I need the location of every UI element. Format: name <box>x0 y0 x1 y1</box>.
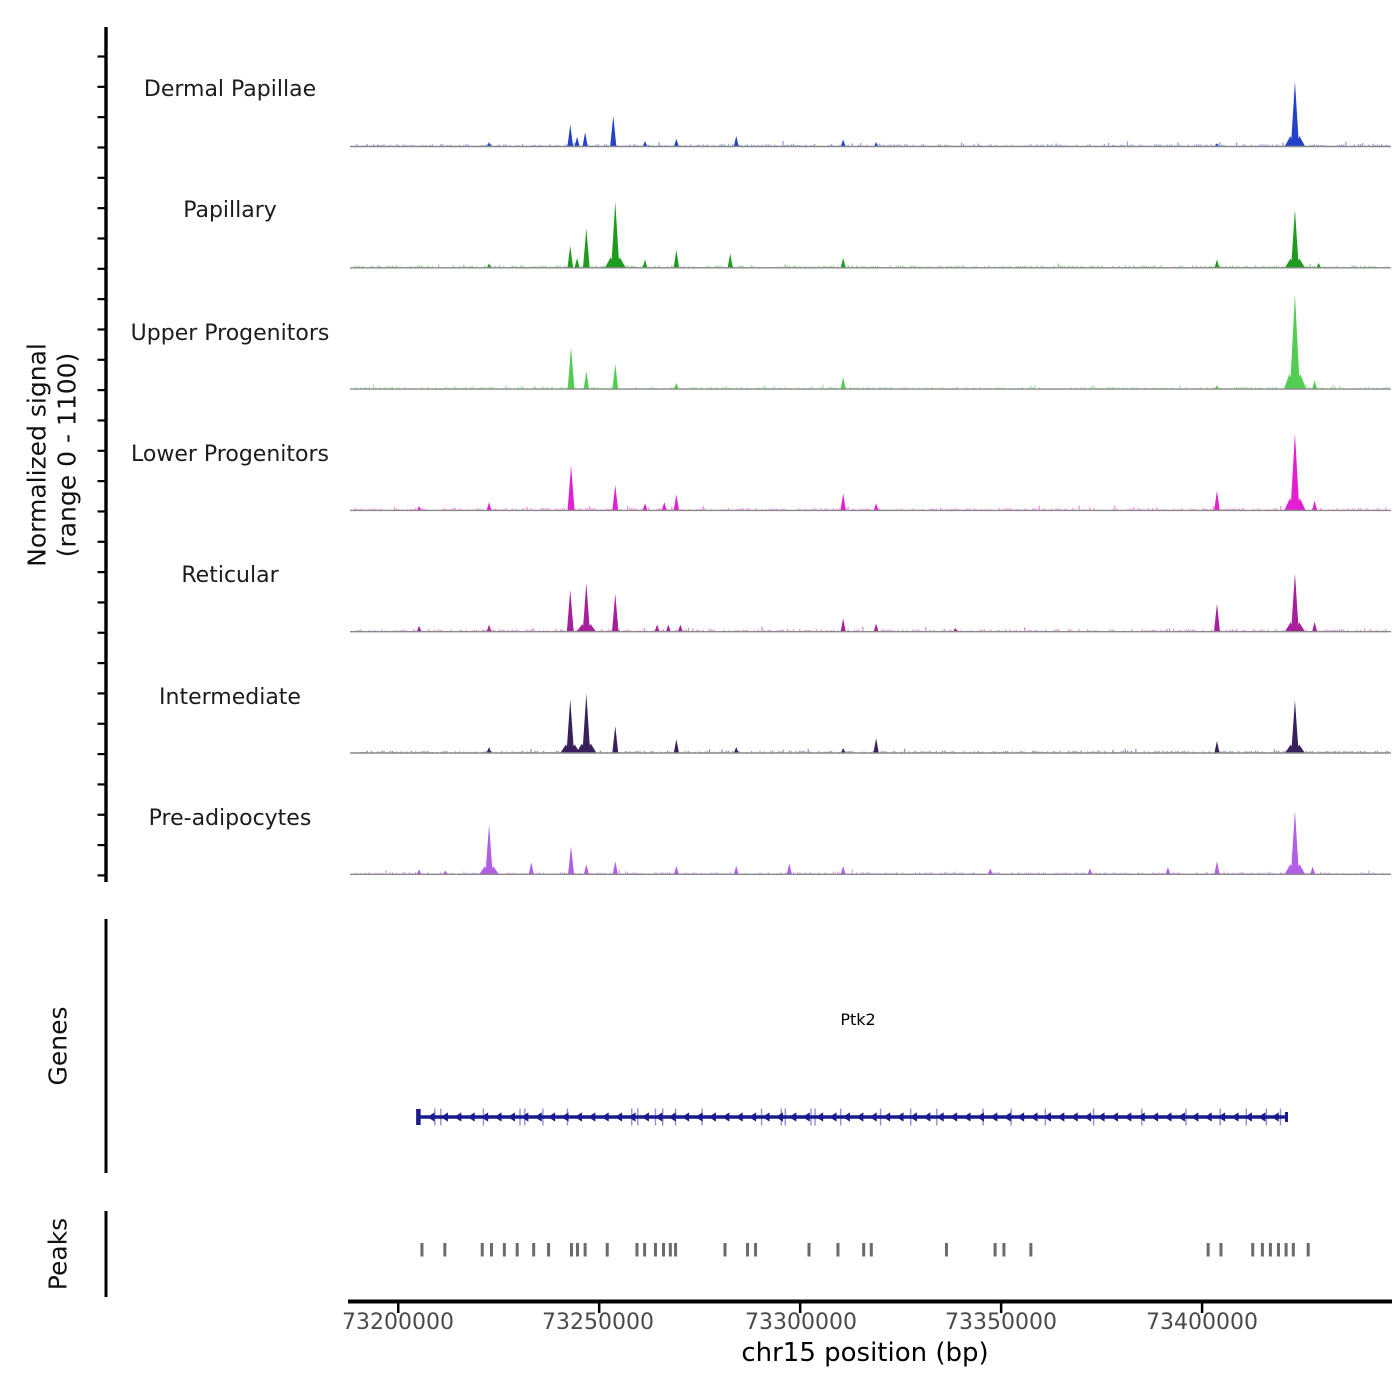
signal-track-3 <box>350 433 1391 510</box>
track-label-lower-progenitors: Lower Progenitors <box>131 442 329 467</box>
x-tick-73200000: 73200000 <box>342 1310 454 1335</box>
signal-track-0 <box>350 82 1391 147</box>
gene-model-ptk2 <box>416 1109 1288 1126</box>
peaks-axis-label: Peaks <box>43 1217 73 1291</box>
x-tick-73350000: 73350000 <box>945 1310 1057 1335</box>
x-tick-73400000: 73400000 <box>1146 1310 1258 1335</box>
track-label-pre-adipocytes: Pre-adipocytes <box>148 806 312 831</box>
x-axis-label: chr15 position (bp) <box>741 1338 989 1368</box>
signal-track-4 <box>350 573 1391 631</box>
track-label-papillary: Papillary <box>183 198 277 223</box>
signal-track-1 <box>350 202 1391 268</box>
genes-axis-label: Genes <box>43 1006 73 1086</box>
signal-track-5 <box>350 694 1391 753</box>
gene-name-ptk2: Ptk2 <box>840 1010 876 1029</box>
y-axis-label-line1: Normalized signal <box>22 343 52 567</box>
track-label-upper-progenitors: Upper Progenitors <box>130 321 330 346</box>
track-label-intermediate: Intermediate <box>159 685 301 710</box>
track-label-dermal-papillae: Dermal Papillae <box>143 77 317 102</box>
y-axis-label <box>23 343 82 567</box>
x-tick-73300000: 73300000 <box>745 1310 857 1335</box>
y-axis-label-line2: (range 0 - 1100) <box>52 352 81 558</box>
peaks-track <box>420 1243 1309 1257</box>
track-label-reticular: Reticular <box>181 563 279 588</box>
x-tick-73250000: 73250000 <box>542 1310 654 1335</box>
signal-track-6 <box>350 811 1391 875</box>
signal-track-2 <box>350 295 1391 390</box>
